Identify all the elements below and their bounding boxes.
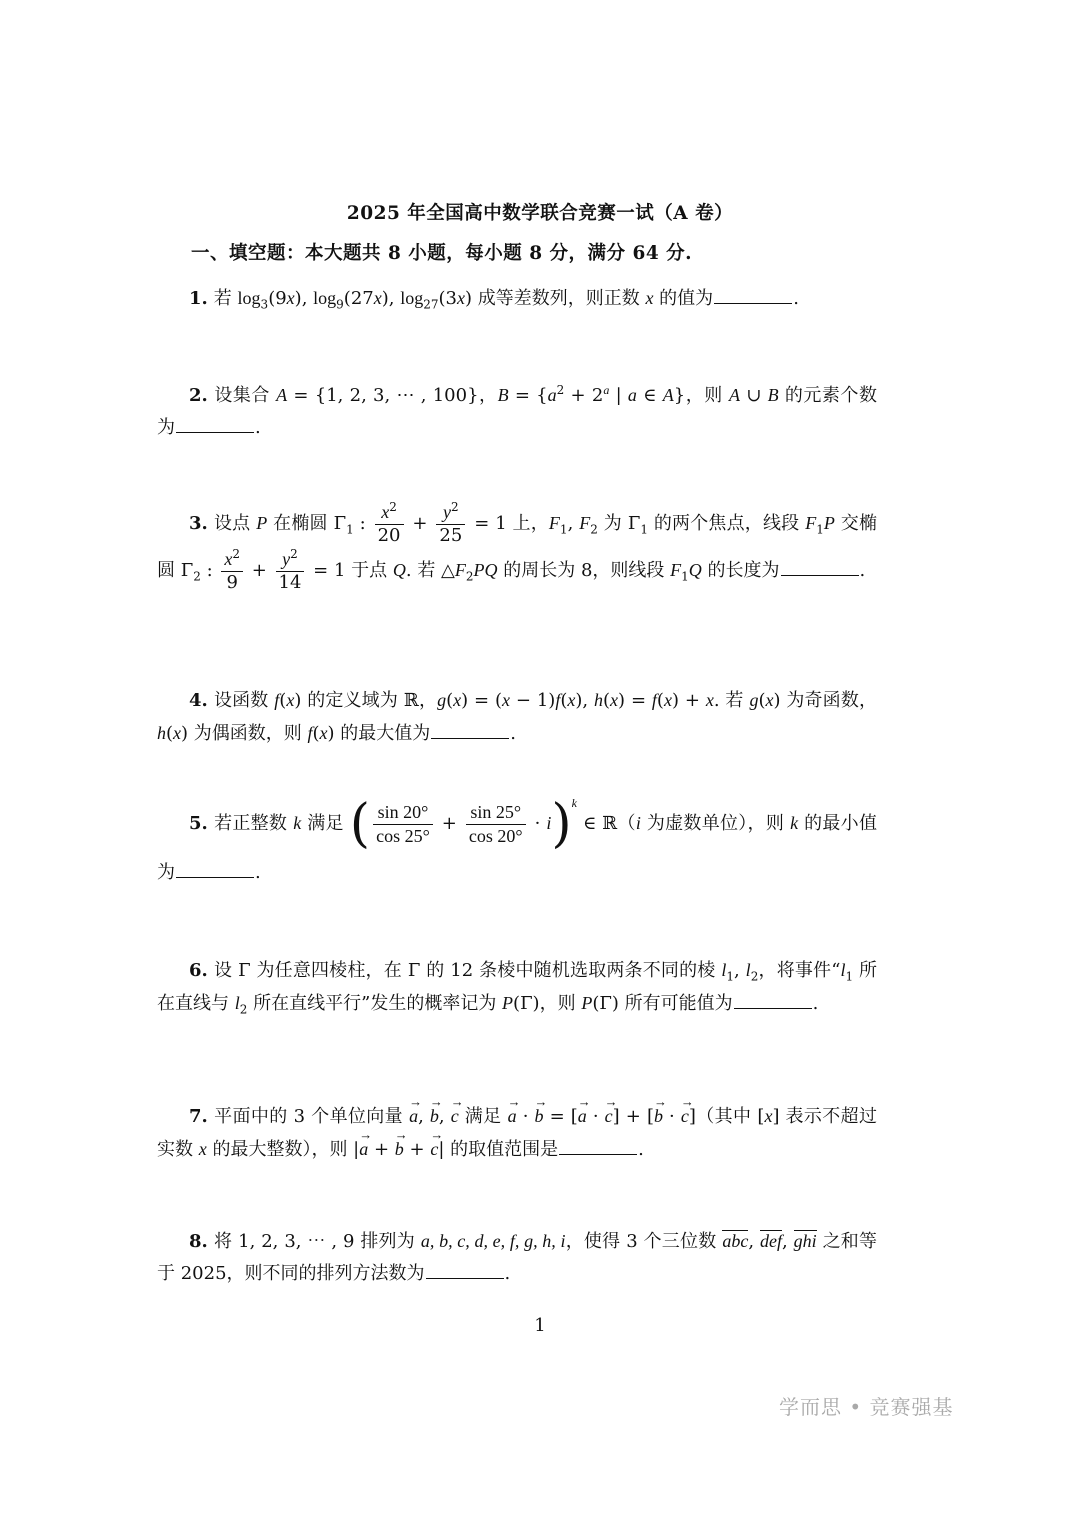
- problem-6: 6. 设 Γ 为任意四棱柱，在 Γ 的 12 条棱中随机选取两条不同的棱 $l_1$, $l_2$，将事件“$l_1$ 所在直线与 $l_2$ 所在直线平行”发生的概率记为 P(Γ)，则 P(Γ) 所有可能值为 .: [157, 960, 878, 1017]
- problem-number: 1.: [189, 288, 208, 309]
- problem-number: 8.: [189, 1231, 208, 1252]
- problem-number: 3.: [189, 513, 208, 534]
- answer-blank[interactable]: [734, 990, 812, 1009]
- problem-3: 3. 设点 P 在椭圆 $\Gamma_1$ : $\frac{x^2}{20}$ + $\frac{y^2}{25}$ = 1 上，$F_1$, $F_2$ 为 $\Gamma_1$ 的两个焦点，线段 $F_1P$ 交椭圆 $\Gamma_2$ : $\frac{x^2}{9}$ + $\frac{y^2}{14}$ = 1 于点 Q. 若 $\triangle F_2PQ$ 的周长为 8，则线段 $F_1Q$ 的长度为 .: [157, 500, 877, 593]
- problem-number: 5.: [189, 813, 208, 834]
- problem-number: 6.: [189, 960, 208, 981]
- answer-blank[interactable]: [176, 859, 254, 878]
- section-heading: 一、填空题：本大题共 8 小题，每小题 8 分，满分 64 分.: [191, 243, 693, 264]
- problem-5: 5. 若正整数 k 满足 ( $\frac{\sin 20^\circ}{\cos 25^\circ}$ + $\frac{\sin 25^\circ}{\cos 20^\circ}$ · i)$^k$ ∈ ℝ（i 为虚数单位），则 k 的最小值为 .: [157, 794, 877, 883]
- answer-blank[interactable]: [176, 414, 254, 433]
- problem-4: 4. 设函数 f(x) 的定义域为 ℝ，g(x) = (x − 1)f(x), h(x) = f(x) + x. 若 g(x) 为奇函数，h(x) 为偶函数，则 f(x) 的最大值为 .: [157, 690, 877, 744]
- problem-7: 7. 平面中的 3 个单位向量 → a, → b, → c 满足 → a · → b = [→ a · → c] + [→ b · → c]（其中 [x] 表示不超过实数 x 的最大整数），则 |→ a + → b + → c| 的取值范围是 .: [157, 1100, 877, 1166]
- problem-number: 7.: [189, 1106, 208, 1127]
- problem-number: 4.: [189, 690, 208, 711]
- problem-2: 2. 设集合 A = {1, 2, 3, ⋯ , 100}，$B = \{a^2 + 2^a$ | a ∈ A}，则 A ∪ B 的元素个数为 .: [157, 383, 877, 438]
- problem-1: 1. 若 $\log_3(9x)$, $\log_9(27x)$, $\log_{27}(3x)$ 成等差数列，则正数 x 的值为 .: [157, 282, 877, 315]
- answer-blank[interactable]: [431, 720, 509, 739]
- page-number: 1: [534, 1315, 546, 1336]
- problem-8: 8. 将 1, 2, 3, ⋯ , 9 排列为 a, b, c, d, e, f, g, h, i，使得 3 个三位数 abc, def, ghi 之和等于 2025，则不同的排列方法数为 .: [157, 1231, 877, 1284]
- exam-title: 2025 年全国高中数学联合竞赛一试（A 卷）: [346, 203, 734, 224]
- answer-blank[interactable]: [559, 1136, 637, 1155]
- problem-number: 2.: [189, 385, 208, 406]
- watermark: 学而思 • 竞赛强基: [779, 1395, 954, 1419]
- answer-blank[interactable]: [714, 285, 792, 304]
- answer-blank[interactable]: [426, 1260, 504, 1279]
- answer-blank[interactable]: [781, 557, 859, 576]
